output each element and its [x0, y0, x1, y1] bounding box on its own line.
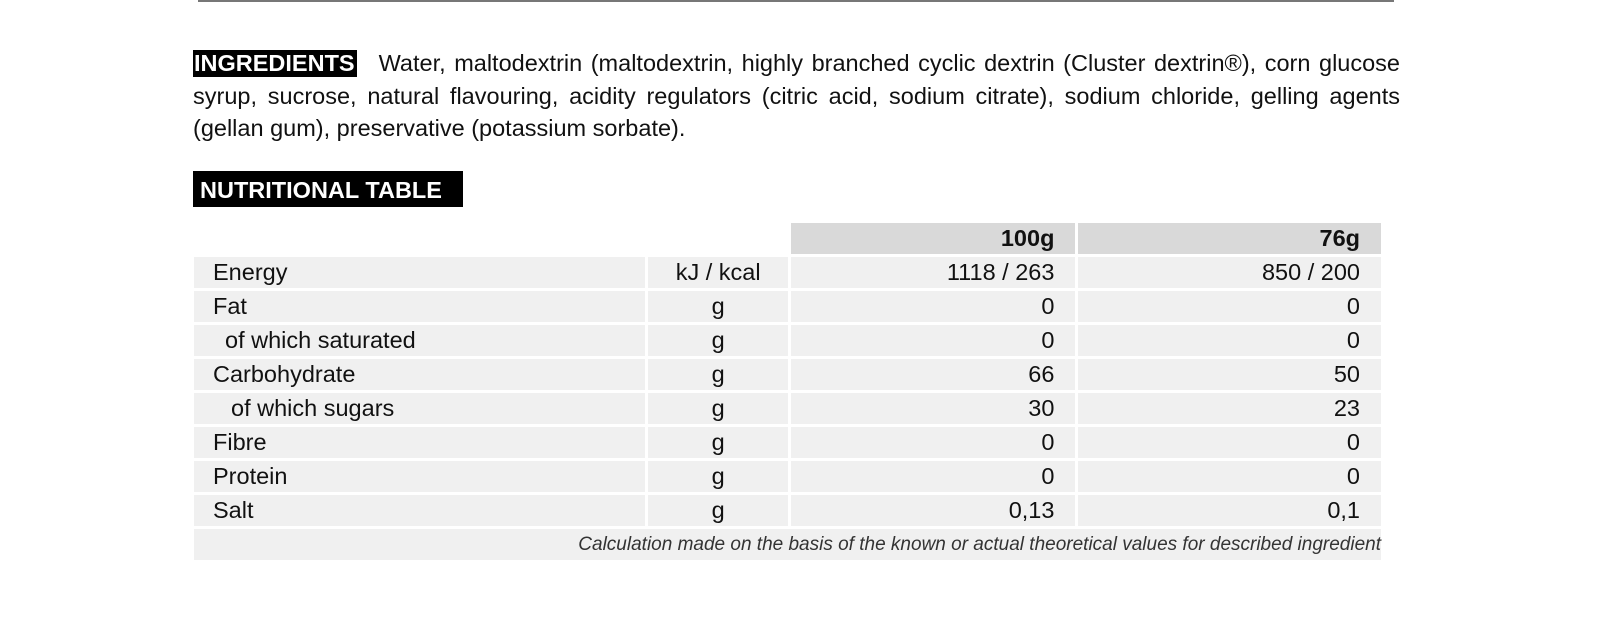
value-per-100g: 0 — [791, 291, 1075, 322]
nutrient-unit: g — [648, 325, 788, 356]
value-per-100g: 0 — [791, 461, 1075, 492]
value-per-100g: 1118 / 263 — [791, 257, 1075, 288]
value-per-100g: 0 — [791, 427, 1075, 458]
table-row — [194, 427, 1381, 458]
value-per-100g: 0,13 — [791, 495, 1075, 526]
nutrient-unit: g — [648, 291, 788, 322]
nutrient-name: Fibre — [194, 427, 645, 458]
value-per-serving: 23 — [1078, 393, 1381, 424]
table-row — [194, 325, 1381, 356]
value-per-serving: 0 — [1078, 461, 1381, 492]
nutrient-name: Salt — [194, 495, 645, 526]
nutrient-unit: kJ / kcal — [648, 257, 788, 288]
nutrient-unit: g — [648, 359, 788, 390]
nutrient-name: Fat — [194, 291, 645, 322]
value-per-serving: 0,1 — [1078, 495, 1381, 526]
table-row — [194, 291, 1381, 322]
nutrient-name: of which saturated — [194, 325, 645, 356]
value-per-100g: 30 — [791, 393, 1075, 424]
ingredients-text: Water, maltodextrin (maltodextrin, highly branched cyclic dextrin (Cluster dextrin®), corn glucose syrup, sucrose, natural flavouring, acidity regulators (citric acid, sodium citrate), sodium chloride, gelling agents (gellan gum), preservative (potassium sorbate). — [193, 50, 1400, 141]
table-row — [194, 393, 1381, 424]
column-header-per-100g: 100g — [791, 223, 1075, 254]
value-per-serving: 0 — [1078, 291, 1381, 322]
value-per-serving: 0 — [1078, 325, 1381, 356]
table-row — [194, 257, 1381, 288]
value-per-serving: 50 — [1078, 359, 1381, 390]
nutrient-name: Protein — [194, 461, 645, 492]
value-per-serving: 850 / 200 — [1078, 257, 1381, 288]
value-per-serving: 0 — [1078, 427, 1381, 458]
value-per-100g: 66 — [791, 359, 1075, 390]
table-header-row — [194, 223, 1381, 254]
nutrient-name: Carbohydrate — [194, 359, 645, 390]
footnote-row — [194, 529, 1381, 560]
nutrient-name: of which sugars — [194, 393, 645, 424]
nutrition-table — [191, 220, 1384, 563]
nutrient-unit: g — [648, 461, 788, 492]
header-blank — [194, 223, 788, 254]
nutrient-unit: g — [648, 495, 788, 526]
calculation-footnote: Calculation made on the basis of the known or actual theoretical values for described ingredient — [194, 529, 1381, 560]
value-per-100g: 0 — [791, 325, 1075, 356]
table-row — [194, 495, 1381, 526]
nutritional-table-heading: NUTRITIONAL TABLE — [193, 171, 463, 207]
top-divider — [198, 0, 1394, 2]
nutrient-unit: g — [648, 393, 788, 424]
table-row — [194, 461, 1381, 492]
table-row — [194, 359, 1381, 390]
ingredients-label: INGREDIENTS — [194, 50, 355, 76]
ingredients-section — [193, 47, 1400, 145]
nutrient-name: Energy — [194, 257, 645, 288]
nutrient-unit: g — [648, 427, 788, 458]
column-header-per-serving: 76g — [1078, 223, 1381, 254]
